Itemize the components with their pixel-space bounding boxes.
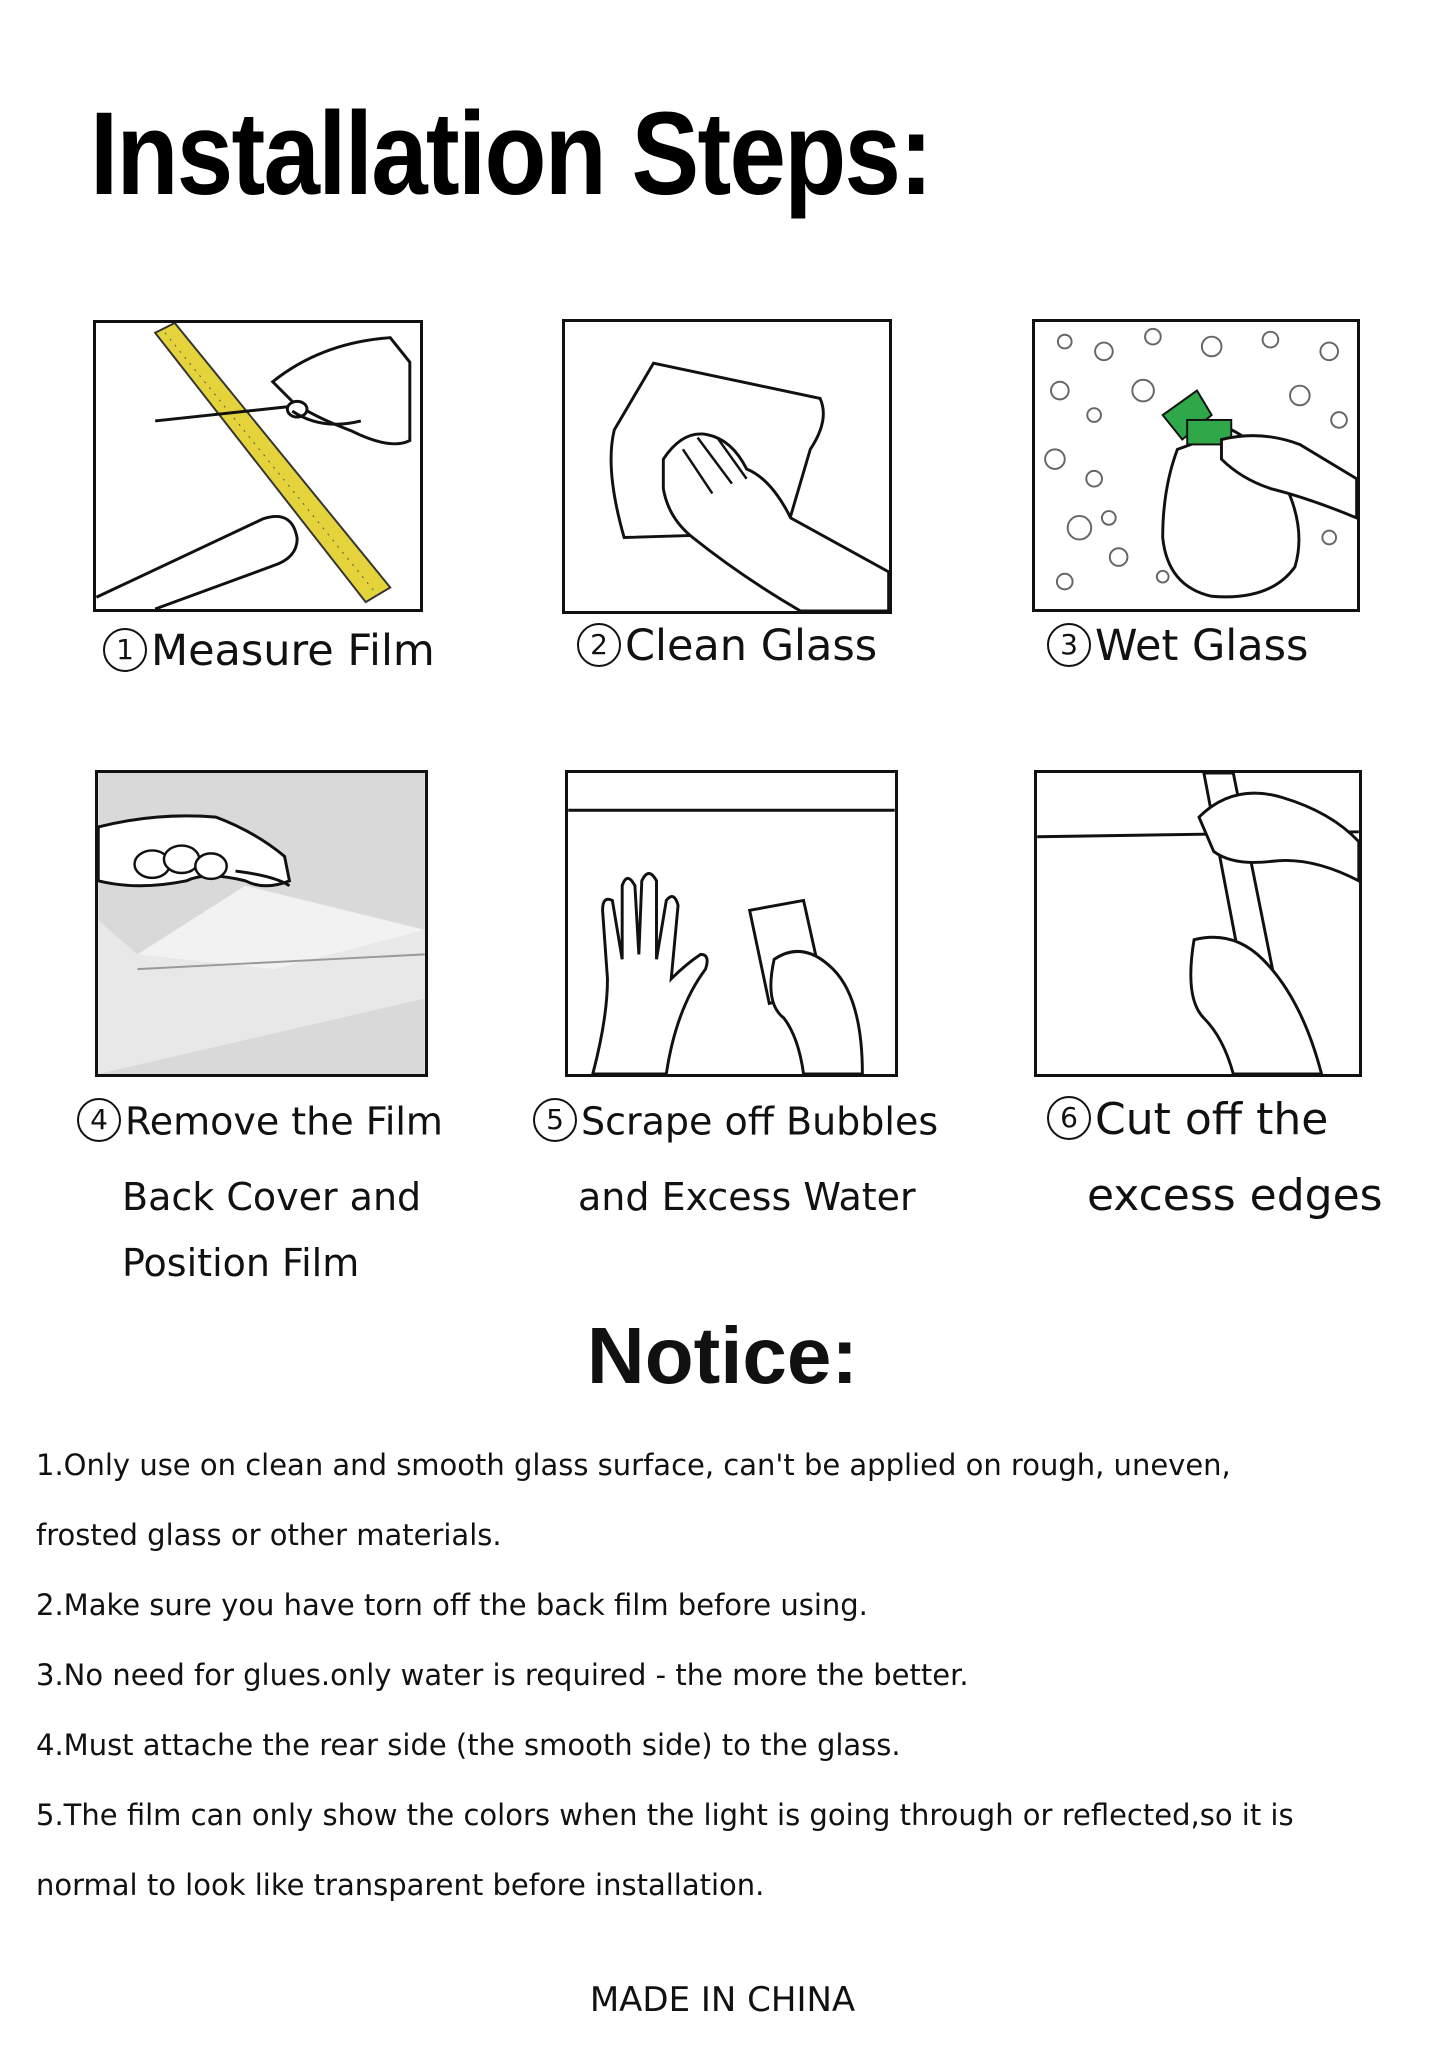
step-number-badge: 2 (577, 623, 621, 667)
notice-list (36, 1430, 1426, 1920)
notice-item: 5.The film can only show the colors when the light is going through or reflected,so it is (36, 1798, 1294, 1832)
hand-peeling-film-icon (98, 773, 425, 1074)
step-3-illustration (1032, 319, 1360, 612)
step-label-text: Position Film (122, 1241, 360, 1285)
step-2-illustration (562, 319, 892, 614)
step-1-illustration (93, 320, 423, 612)
notice-item: 3.No need for glues.only water is required - the more the better. (36, 1658, 969, 1692)
step-5-label (533, 1099, 939, 1219)
step-label-text: Measure Film (151, 626, 435, 676)
step-label-text: Wet Glass (1095, 621, 1309, 671)
notice-item: 4.Must attache the rear side (the smooth side) to the glass. (36, 1728, 901, 1762)
step-6-label (1047, 1094, 1383, 1221)
step-number-badge: 1 (103, 628, 147, 672)
step-number-badge: 5 (533, 1098, 577, 1142)
hand-wiping-cloth-icon (565, 322, 889, 611)
notice-item: normal to look like transparent before installation. (36, 1868, 765, 1902)
step-number-badge: 3 (1047, 623, 1091, 667)
step-label-text: and Excess Water (578, 1175, 916, 1219)
step-4-illustration (95, 770, 428, 1077)
spray-bottle-icon (1035, 322, 1357, 609)
step-number-badge: 6 (1047, 1096, 1091, 1140)
page-title: Installation Steps: (90, 88, 932, 220)
notice-title: Notice: (586, 1311, 859, 1400)
hands-cutting-edge-icon (1037, 773, 1359, 1074)
made-in-label: MADE IN CHINA (589, 1980, 856, 2020)
step-2-label (577, 621, 878, 671)
notice-item: 1.Only use on clean and smooth glass surface, can't be applied on rough, uneven, (36, 1448, 1231, 1482)
hands-scraper-icon (568, 773, 895, 1074)
step-6-illustration (1034, 770, 1362, 1077)
step-label-text: Back Cover and (122, 1175, 422, 1219)
ruler-scissors-icon (96, 323, 420, 609)
notice-item: 2.Make sure you have torn off the back film before using. (36, 1588, 868, 1622)
step-4-label (77, 1099, 443, 1285)
step-5-illustration (565, 770, 898, 1077)
step-label-text: Cut off the (1095, 1094, 1329, 1145)
step-label-text: Remove the Film (125, 1099, 443, 1144)
step-label-text: Clean Glass (625, 621, 878, 671)
step-label-text: excess edges (1087, 1170, 1383, 1221)
step-number-badge: 4 (77, 1098, 121, 1142)
step-3-label (1047, 621, 1309, 671)
notice-item: frosted glass or other materials. (36, 1518, 502, 1552)
step-1-label (103, 626, 435, 676)
step-label-text: Scrape off Bubbles (581, 1099, 939, 1144)
